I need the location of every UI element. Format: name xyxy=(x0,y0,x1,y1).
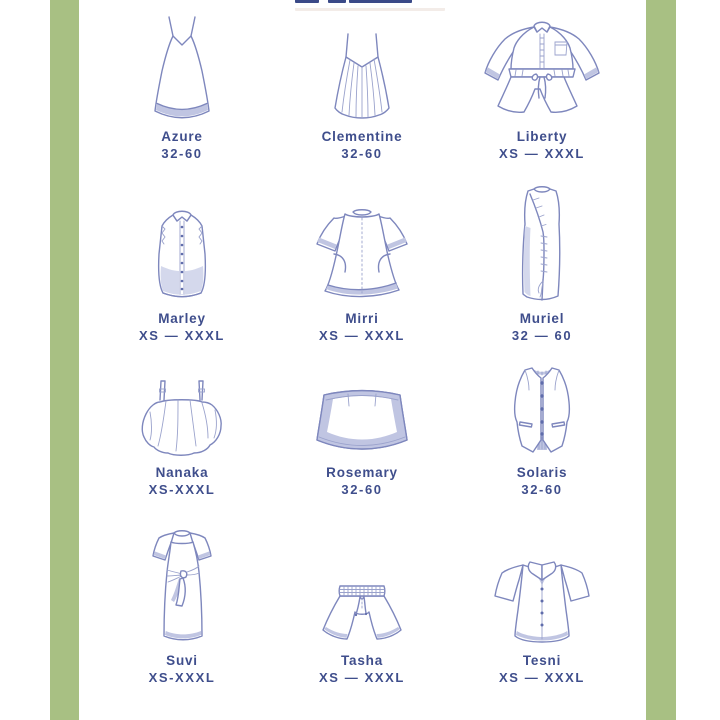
mini-skirt-illustration xyxy=(314,386,410,458)
pattern-name: Clementine xyxy=(321,129,403,144)
pattern-card-tesni xyxy=(452,502,632,690)
pattern-size-range: 32-60 xyxy=(521,482,563,497)
button-vest-illustration xyxy=(503,362,581,458)
pattern-name: Azure xyxy=(161,129,203,144)
pattern-grid xyxy=(92,0,632,690)
pattern-name: Suvi xyxy=(166,653,198,668)
camp-collar-shirt-illustration xyxy=(490,554,594,646)
gathered-crop-top-illustration xyxy=(136,378,228,458)
pattern-name: Mirri xyxy=(345,311,379,326)
pattern-size-range: XS-XXXL xyxy=(148,670,216,685)
pattern-name: Muriel xyxy=(519,311,565,326)
pattern-size-range: XS — XXXL xyxy=(499,670,585,685)
ruched-dress-illustration xyxy=(513,182,571,304)
pattern-size-range: XS — XXXL xyxy=(139,328,225,343)
pattern-card-tasha xyxy=(272,502,452,690)
pattern-size-range: 32-60 xyxy=(341,482,383,497)
pattern-size-range: XS — XXXL xyxy=(319,670,405,685)
pattern-name: Liberty xyxy=(516,129,568,144)
pattern-size-range: XS — XXXL xyxy=(319,328,405,343)
pattern-name: Nanaka xyxy=(155,465,209,480)
tie-front-dress-illustration xyxy=(146,528,218,646)
slip-dress-illustration xyxy=(145,14,219,122)
boxy-tee-illustration xyxy=(308,204,416,304)
pattern-size-range: 32-60 xyxy=(341,146,383,161)
pattern-card-rosemary xyxy=(272,348,452,502)
drawstring-shorts-illustration xyxy=(314,580,410,646)
pattern-name: Solaris xyxy=(516,465,568,480)
pattern-name: Tesni xyxy=(522,653,562,668)
left-green-border-bar xyxy=(50,0,79,720)
pattern-size-range: 32-60 xyxy=(161,146,203,161)
pattern-card-suvi xyxy=(92,502,272,690)
right-green-border-bar xyxy=(646,0,676,720)
sleeveless-shirt-illustration xyxy=(146,206,218,304)
pattern-card-clementine xyxy=(272,0,452,166)
pattern-size-range: 32 — 60 xyxy=(511,328,573,343)
pattern-name: Marley xyxy=(158,311,206,326)
shirt-romper-illustration xyxy=(478,18,606,122)
pattern-card-mirri xyxy=(272,166,452,348)
pattern-card-nanaka xyxy=(92,348,272,502)
pattern-card-marley xyxy=(92,166,272,348)
pattern-name: Rosemary xyxy=(326,465,398,480)
pattern-size-range: XS-XXXL xyxy=(148,482,216,497)
pattern-size-range: XS — XXXL xyxy=(499,146,585,161)
pattern-name: Tasha xyxy=(340,653,383,668)
pattern-card-muriel xyxy=(452,166,632,348)
pattern-card-solaris xyxy=(452,348,632,502)
pleated-camisole-illustration xyxy=(323,32,401,122)
pattern-card-azure xyxy=(92,0,272,166)
pattern-card-liberty xyxy=(452,0,632,166)
